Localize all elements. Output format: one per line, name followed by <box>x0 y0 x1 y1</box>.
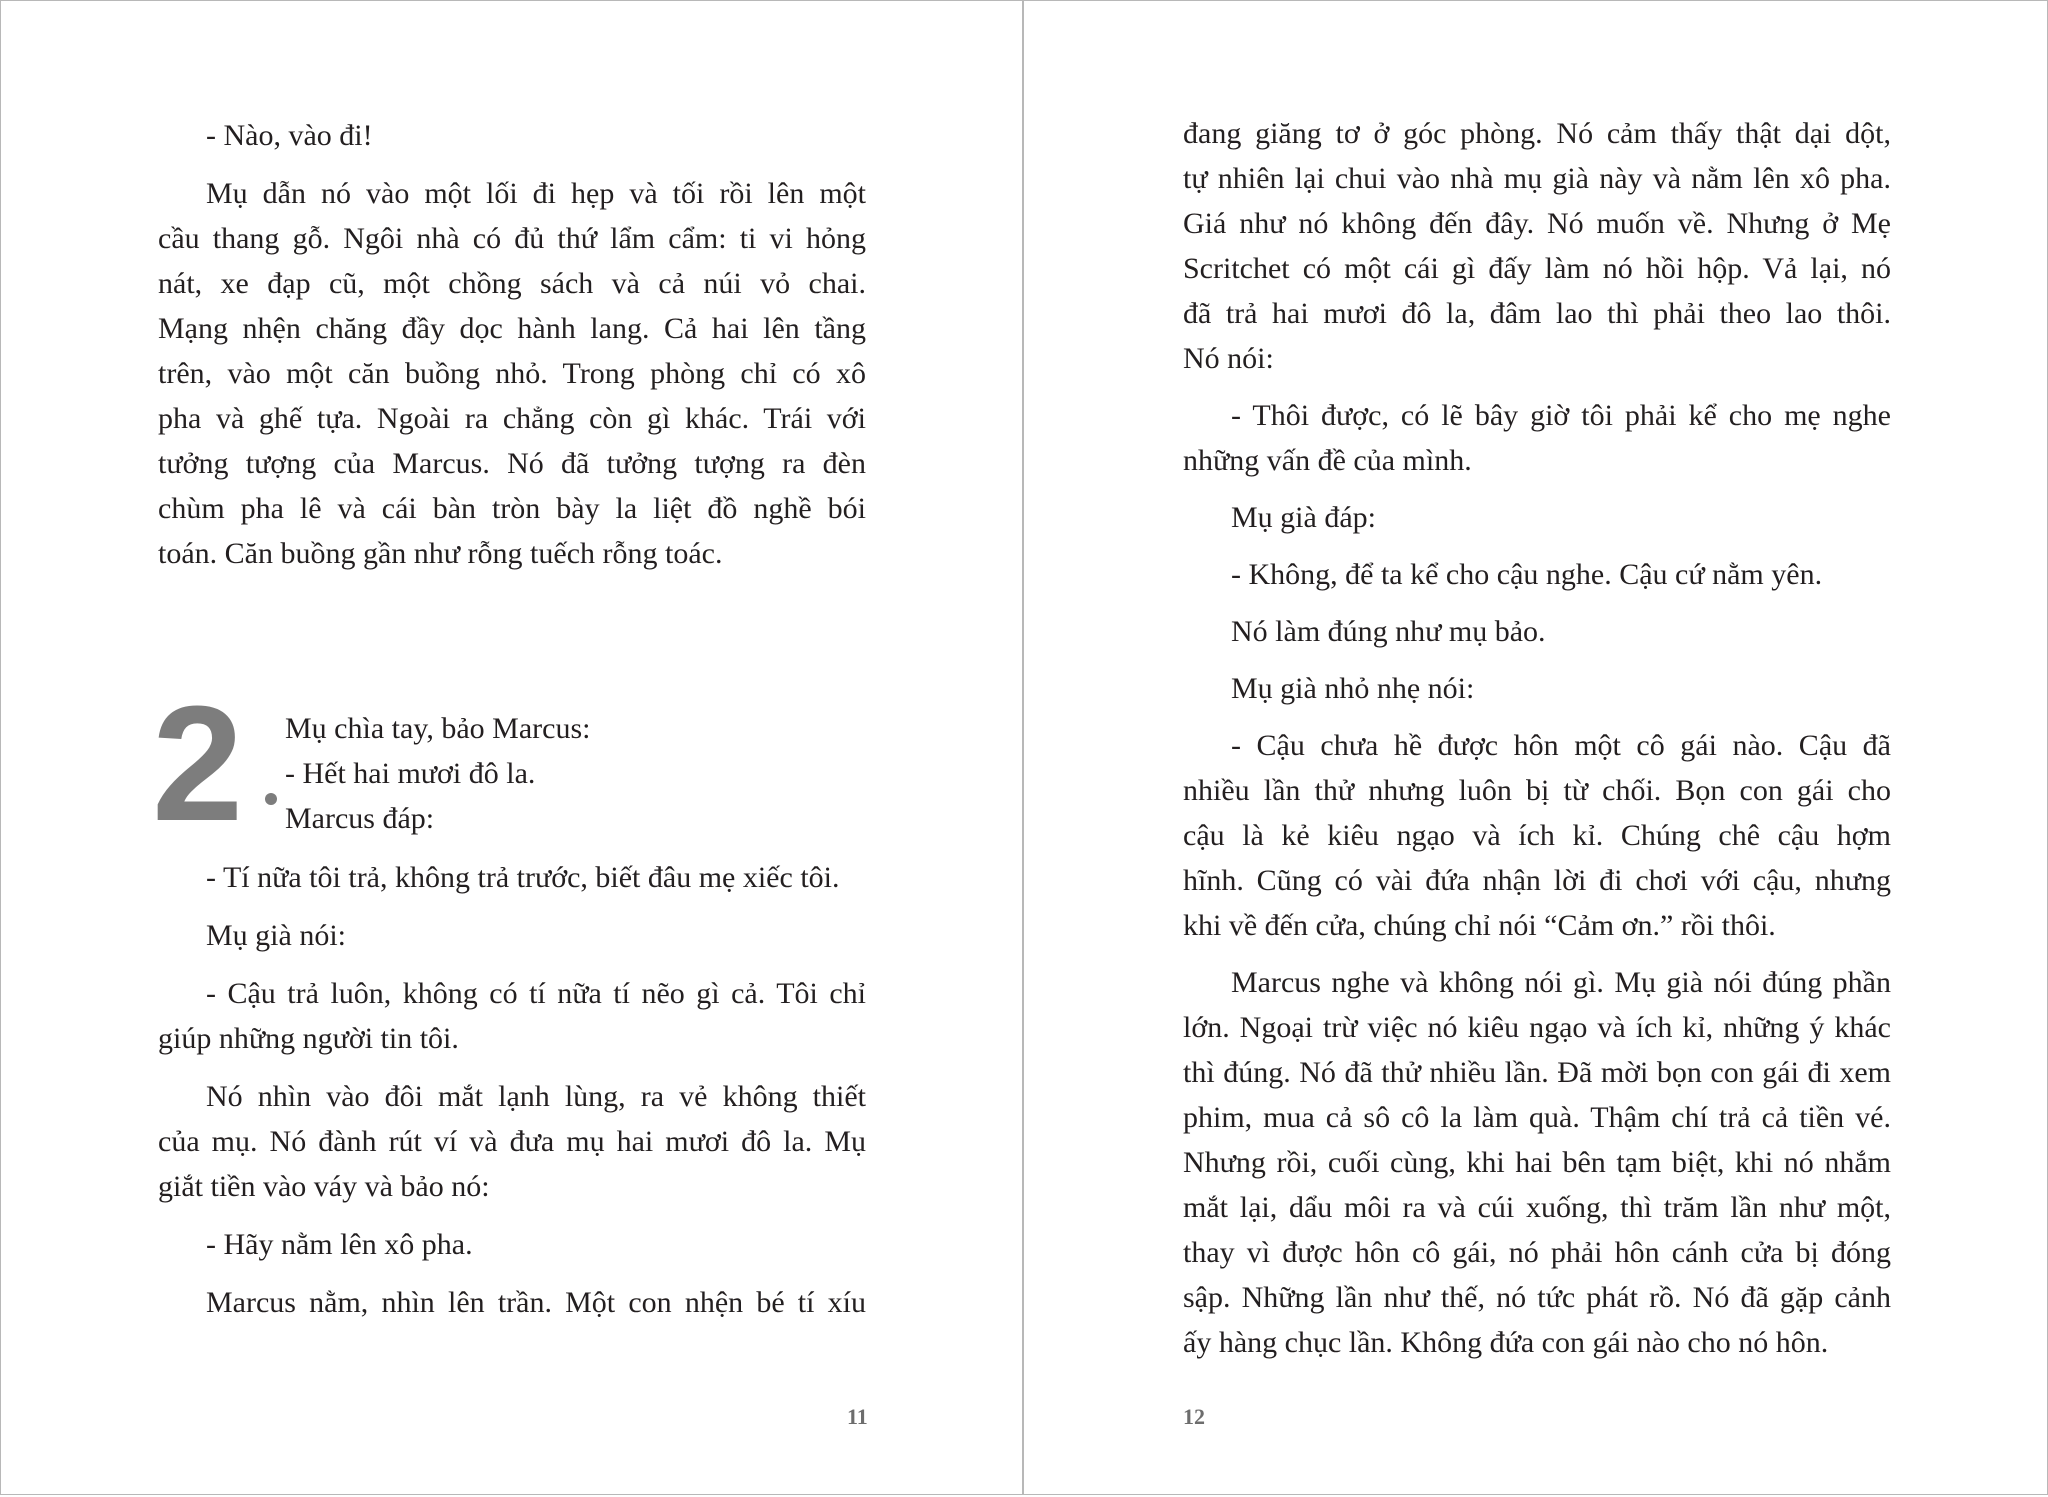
text-line: - Nào, vào đi! <box>206 119 373 152</box>
text-line: Marcus nằm, nhìn lên trần. Một con nhện bé tí xíu <box>206 1286 866 1319</box>
text-line: phim, mua cả sô cô la làm quà. Thậm chí trả cả tiền vé. <box>1183 1101 1891 1134</box>
paragraph <box>1183 666 1891 711</box>
text-line: những vấn đề của mình. <box>1183 444 1472 477</box>
chapter-first-lines <box>285 706 590 841</box>
text-line: - Cậu chưa hề được hôn một cô gái nào. Cậu đã <box>1231 729 1891 762</box>
paragraph <box>158 1074 866 1209</box>
text-line: hĩnh. Cũng có vài đứa nhận lời đi chơi với cậu, nhưng <box>1183 864 1891 897</box>
text-line: lớn. Ngoại trừ việc nó kiêu ngạo và ích kỉ, những ý khác <box>1183 1011 1891 1044</box>
text-line: cầu thang gỗ. Ngôi nhà có đủ thứ lẩm cẩm: ti vi hỏng <box>158 222 866 255</box>
text-line: Nó làm đúng như mụ bảo. <box>1231 615 1546 648</box>
text-line: Mụ già nói: <box>206 919 346 952</box>
text-line: Nó nói: <box>1183 342 1274 375</box>
paragraph <box>1183 723 1891 948</box>
text-line: sập. Những lần như thế, nó tức phát rồ. Nó đã gặp cảnh <box>1183 1281 1891 1314</box>
text-line: - Không, để ta kể cho cậu nghe. Cậu cứ nằm yên. <box>1231 558 1823 591</box>
paragraph <box>1183 552 1891 597</box>
paragraph <box>158 113 866 158</box>
right-page <box>1023 0 2048 1495</box>
text-line: trên, vào một căn buồng nhỏ. Trong phòng chỉ có xô <box>158 357 866 390</box>
text-line: của mụ. Nó đành rút ví và đưa mụ hai mươi đô la. Mụ <box>158 1125 866 1158</box>
text-line: - Hết hai mươi đô la. <box>285 757 536 790</box>
text-line: nát, xe đạp cũ, một chồng sách và cả núi vỏ chai. <box>158 267 866 300</box>
text-line: cậu là kẻ kiêu ngạo và ích kỉ. Chúng chê cậu hợm <box>1183 819 1891 852</box>
text-line: Marcus đáp: <box>285 802 435 835</box>
paragraph <box>158 1280 866 1325</box>
chapter-dot-ornament <box>265 793 277 805</box>
paragraph <box>1183 393 1891 483</box>
text-line: toán. Căn buồng gần như rỗng tuếch rỗng toác. <box>158 537 723 570</box>
text-line: - Hãy nằm lên xô pha. <box>206 1228 473 1261</box>
text-line: ấy hàng chục lần. Không đứa con gái nào cho nó hôn. <box>1183 1326 1829 1359</box>
text-line: Nhưng rồi, cuối cùng, khi hai bên tạm biệt, khi nó nhắm <box>1183 1146 1891 1179</box>
text-line: đang giăng tơ ở góc phòng. Nó cảm thấy thật dại dột, <box>1183 117 1891 150</box>
paragraph <box>1183 609 1891 654</box>
paragraph <box>1183 495 1891 540</box>
text-line: Mạng nhện chăng đầy dọc hành lang. Cả hai lên tầng <box>158 312 866 345</box>
text-line: Nó nhìn vào đôi mắt lạnh lùng, ra vẻ không thiết <box>206 1080 866 1113</box>
paragraph <box>158 913 866 958</box>
paragraph <box>158 171 866 576</box>
paragraph <box>1183 960 1891 1365</box>
page-number-left: 11 <box>847 1404 868 1429</box>
text-line: - Thôi được, có lẽ bây giờ tôi phải kể cho mẹ nghe <box>1231 399 1891 432</box>
left-paragraphs-after-chapter <box>158 855 866 1325</box>
text-line: - Tí nữa tôi trả, không trả trước, biết đâu mẹ xiếc tôi. <box>206 861 840 894</box>
text-line: Mụ chìa tay, bảo Marcus: <box>285 712 591 745</box>
text-line: giắt tiền vào váy và bảo nó: <box>158 1170 490 1203</box>
left-page <box>0 0 1023 1495</box>
text-line: đã trả hai mươi đô la, đâm lao thì phải theo lao thôi. <box>1183 297 1891 330</box>
text-line: tự nhiên lại chui vào nhà mụ già này và nằm lên xô pha. <box>1183 162 1891 195</box>
text-line: mắt lại, dẩu môi ra và cúi xuống, thì trăm lần như một, <box>1183 1191 1891 1224</box>
text-line: thì đúng. Nó đã thử nhiều lần. Đã mời bọn con gái đi xem <box>1183 1056 1891 1089</box>
text-line: giúp những người tin tôi. <box>158 1022 459 1055</box>
left-paragraphs-before-chapter <box>158 113 866 576</box>
paragraph <box>1183 111 1891 381</box>
text-line: - Cậu trả luôn, không có tí nữa tí nẽo gì cả. Tôi chỉ <box>206 977 866 1010</box>
paragraph <box>158 855 866 900</box>
chapter-opening <box>152 672 866 855</box>
text-line: nhiều lần thử nhưng luôn bị từ chối. Bọn con gái cho <box>1183 774 1891 807</box>
text-line: chùm pha lê và cái bàn tròn bày la liệt đồ nghề bói <box>158 492 866 525</box>
text-line: Mụ già nhỏ nhẹ nói: <box>1231 672 1475 705</box>
text-line: Giá như nó không đến đây. Nó muốn về. Nhưng ở Mẹ <box>1183 207 1891 240</box>
text-line: pha và ghế tựa. Ngoài ra chẳng còn gì khác. Trái với <box>158 402 866 435</box>
text-line: khi về đến cửa, chúng chỉ nói “Cảm ơn.” rồi thôi. <box>1183 909 1776 942</box>
text-line: Marcus nghe và không nói gì. Mụ già nói đúng phần <box>1231 966 1891 999</box>
page-number-right: 12 <box>1183 1404 1205 1429</box>
text-line: Scritchet có một cái gì đấy làm nó hồi hộp. Vả lại, nó <box>1183 252 1891 285</box>
text-line: Mụ già đáp: <box>1231 501 1376 534</box>
text-line: thay vì được hôn cô gái, nó phải hôn cánh cửa bị đóng <box>1183 1236 1891 1269</box>
text-line: Mụ dẫn nó vào một lối đi hẹp và tối rồi lên một <box>206 177 866 210</box>
text-line: tưởng tượng của Marcus. Nó đã tưởng tượng ra đèn <box>158 447 866 480</box>
paragraph <box>158 971 866 1061</box>
left-text-column <box>152 113 866 1325</box>
right-text-column <box>1183 111 1891 1365</box>
chapter-number: 2 <box>152 672 240 855</box>
paragraph <box>158 1222 866 1267</box>
